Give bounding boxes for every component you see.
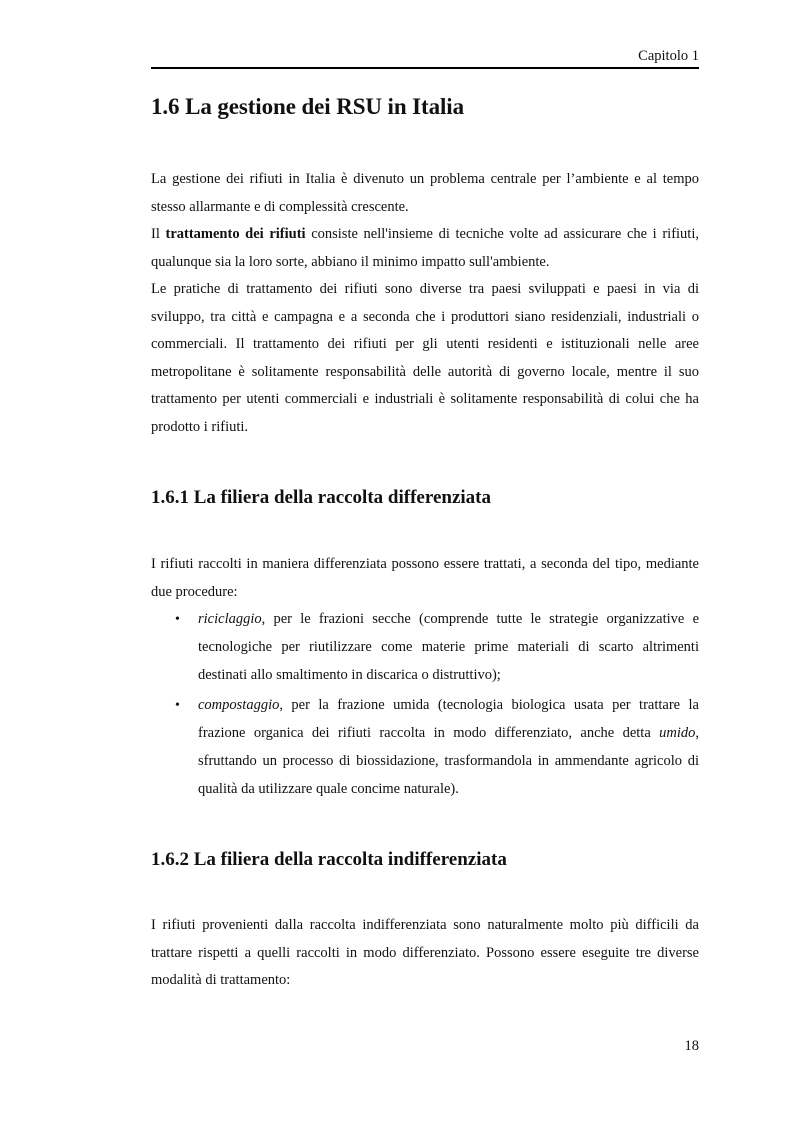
bullet-icon: • (175, 612, 180, 627)
page-number: 18 (684, 1038, 699, 1054)
bullet-icon: • (175, 698, 180, 714)
paragraph-practices: Le pratiche di trattamento dei rifiuti sono diverse tra paesi sviluppati e paesi in via di sviluppo, tra città e campagna e a seconda che i produttori siano residenziali, industriali o commerciali. Il trattamento dei rifiuti per gli utenti residenti e istituzionali nelle aree metropolitane è solitamente responsabilità delle autorità di governo locale, mentre il suo trattamento per utenti commerciali e industriali è solitamente responsabilità di colui che ha prodotto i rifiuti. (151, 281, 699, 435)
term-compostaggio: compostaggio (198, 697, 280, 714)
term-riciclaggio: riciclaggio (198, 611, 262, 627)
section-title: 1.6 La gestione dei RSU in Italia (151, 94, 464, 119)
list-item-riciclaggio (151, 606, 699, 689)
subsection-intro-indifferenziata (151, 912, 699, 995)
paragraph-differenziata-intro: I rifiuti raccolti in maniera differenziata possono essere trattati, a seconda del tipo, mediante due procedure: (151, 556, 699, 600)
text-riciclaggio: , per le frazioni secche (comprende tutte le strategie organizzative e tecnologiche per riutilizzare come materie prime materiali di scarto altrimenti destinati allo smaltimento in discarica o distruttivo); (198, 611, 699, 683)
text-compostaggio-b: , sfruttando un processo di biossidazione, trasformandola in ammendante agricolo di qualità da utilizzare quale concime naturale). (198, 725, 699, 797)
subsection-title-differenziata: 1.6.1 La filiera della raccolta differenziata (151, 487, 491, 508)
definition-term: trattamento dei rifiuti (165, 226, 306, 242)
paragraph-indifferenziata-intro: I rifiuti provenienti dalla raccolta indifferenziata sono naturalmente molto più difficili da trattare rispetti a quelli raccolti in modo differenziato. Possono essere eseguite tre diverse modalità di trattamento: (151, 917, 699, 988)
definition-text: consiste nell'insieme di tecniche volte ad assicurare che i rifiuti, qualunque sia la loro sorte, abbiano il minimo impatto sull'ambiente. (151, 226, 699, 270)
paragraph-definition (151, 221, 699, 276)
header-rule (151, 67, 699, 69)
paragraph-intro: La gestione dei rifiuti in Italia è divenuto un problema centrale per l’ambiente e al tempo stesso allarmante e di complessità crescente. (151, 171, 699, 215)
subsection-intro-differenziata (151, 551, 699, 606)
section-body (151, 166, 699, 441)
subsection-title-indifferenziata: 1.6.2 La filiera della raccolta indifferenziata (151, 849, 507, 870)
bullet-list-procedures (151, 606, 699, 807)
running-header-chapter: Capitolo 1 (638, 48, 699, 64)
list-item-compostaggio (151, 692, 699, 803)
text-compostaggio-a: , per la frazione umida (tecnologia biologica usata per trattare la frazione organica dei rifiuti raccolta in modo differenziato, anche detta (198, 697, 699, 742)
term-umido: umido (659, 725, 696, 742)
definition-lead: Il (151, 226, 166, 242)
